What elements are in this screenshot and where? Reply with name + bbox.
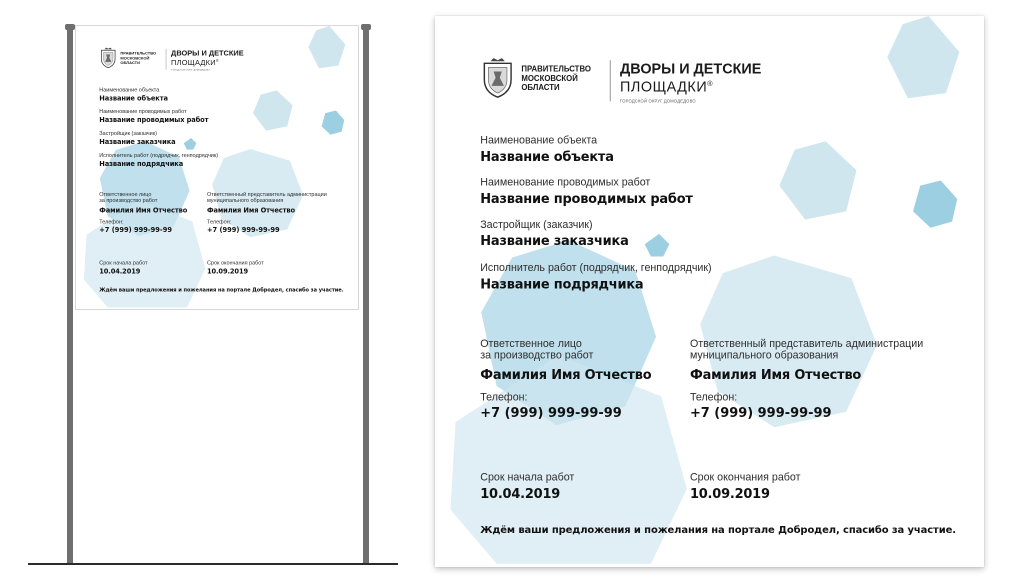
registered-mark: ® — [215, 59, 219, 63]
end-date-label: Срок окончания работ — [206, 260, 264, 267]
works-value: Название проводимых работ — [99, 115, 209, 124]
brand-title: ДВОРЫ И ДЕТСКИЕ — [171, 48, 244, 58]
admin-label-2: муниципального образования — [206, 197, 284, 204]
hexagon-middle — [253, 90, 293, 130]
contractor-value: Название подрядчика — [99, 159, 184, 168]
start-date-value: 10.04.2019 — [99, 267, 141, 276]
contractor-label: Исполнитель работ (подрядчик, генподрядчик) — [99, 152, 219, 159]
footer-message: Ждём ваши предложения и пожелания на портале Добродел, спасибо за участие. — [480, 524, 956, 537]
admin-phone-value: +7 (999) 999-99-99 — [689, 404, 832, 421]
coat-of-arms-icon — [99, 47, 117, 68]
customer-label: Застройщик (заказчик) — [480, 219, 593, 231]
works-label: Наименование проводимых работ — [99, 108, 187, 115]
hexagon-small-right — [322, 110, 345, 134]
admin-label-2: муниципального образования — [689, 350, 839, 362]
end-date-label: Срок окончания работ — [689, 472, 801, 484]
enlarged-sign-content — [435, 16, 984, 564]
government-name: ПРАВИТЕЛЬСТВО МОСКОВСКОЙ ОБЛАСТИ — [120, 50, 157, 66]
end-date-value: 10.09.2019 — [689, 485, 770, 502]
end-date-value: 10.09.2019 — [206, 267, 248, 276]
brand-district: ГОРОДСКОЙ ОКРУГ ДОМОДЕДОВО — [620, 97, 696, 104]
coat-of-arms-icon — [480, 57, 515, 98]
responsible-name: Фамилия Имя Отчество — [99, 206, 188, 215]
hexagon-top-right — [308, 26, 345, 68]
contractor-label: Исполнитель работ (подрядчик, генподрядчик) — [480, 262, 712, 275]
object-value: Название объекта — [480, 148, 614, 165]
object-label: Наименование объекта — [480, 135, 598, 147]
enlarged-sign-board — [435, 16, 984, 567]
sign-header — [480, 51, 871, 113]
hexagon-small-right — [913, 180, 957, 227]
sign-header — [99, 44, 300, 76]
hexagon-tiny — [184, 138, 197, 150]
responsible-label-1: Ответственное лицо — [99, 191, 152, 198]
hexagon-top-right — [887, 16, 959, 98]
admin-phone-label: Телефон: — [689, 392, 738, 404]
project-brand — [171, 49, 244, 71]
header-divider — [610, 60, 611, 101]
object-label: Наименование объекта — [99, 87, 160, 94]
left-post — [67, 28, 73, 564]
responsible-label-1: Ответственное лицо — [480, 338, 582, 351]
phone-label: Телефон: — [480, 392, 528, 404]
start-date-label: Срок начала работ — [99, 260, 148, 267]
government-name: ПРАВИТЕЛЬСТВО МОСКОВСКОЙ ОБЛАСТИ — [521, 64, 591, 93]
right-post — [363, 28, 369, 564]
sign-stand-illustration — [28, 0, 398, 583]
footer-message: Ждём ваши предложения и пожелания на портале Добродел, спасибо за участие. — [99, 287, 344, 294]
works-value: Название проводимых работ — [480, 190, 693, 207]
brand-district: ГОРОДСКОЙ ОКРУГ ДОМОДЕДОВО — [171, 68, 210, 71]
admin-label-1: Ответственный представитель администрации — [206, 191, 327, 198]
mounted-sign-content — [76, 26, 358, 307]
project-brand — [620, 61, 761, 104]
responsible-name: Фамилия Имя Отчество — [480, 366, 652, 382]
brand-subtitle: ПЛОЩАДКИ® — [620, 78, 714, 95]
header-divider — [166, 49, 167, 70]
brand-title: ДВОРЫ И ДЕТСКИЕ — [620, 60, 762, 77]
admin-label-1: Ответственный представитель администрации — [689, 338, 924, 351]
hexagon-tiny — [645, 234, 670, 257]
responsible-label-2: за производство работ — [480, 350, 594, 362]
ground-line — [28, 563, 398, 565]
phone-value: +7 (999) 999-99-99 — [99, 225, 172, 234]
customer-value: Название заказчика — [99, 137, 176, 146]
start-date-label: Срок начала работ — [480, 472, 575, 484]
responsible-label-2: за производство работ — [99, 197, 158, 204]
customer-value: Название заказчика — [480, 232, 629, 249]
admin-phone-label: Телефон: — [206, 219, 232, 226]
admin-name: Фамилия Имя Отчество — [206, 206, 295, 215]
admin-phone-value: +7 (999) 999-99-99 — [206, 225, 280, 234]
mounted-sign-board — [76, 26, 358, 309]
start-date-value: 10.04.2019 — [480, 485, 561, 502]
object-value: Название объекта — [99, 94, 168, 103]
registered-mark: ® — [707, 80, 714, 88]
brand-subtitle: ПЛОЩАДКИ® — [171, 58, 219, 67]
admin-name: Фамилия Имя Отчество — [689, 366, 862, 382]
hexagon-middle — [779, 141, 856, 219]
customer-label: Застройщик (заказчик) — [99, 130, 157, 137]
phone-value: +7 (999) 999-99-99 — [480, 404, 622, 421]
contractor-value: Название подрядчика — [480, 276, 644, 292]
phone-label: Телефон: — [99, 219, 124, 226]
works-label: Наименование проводимых работ — [480, 177, 651, 189]
